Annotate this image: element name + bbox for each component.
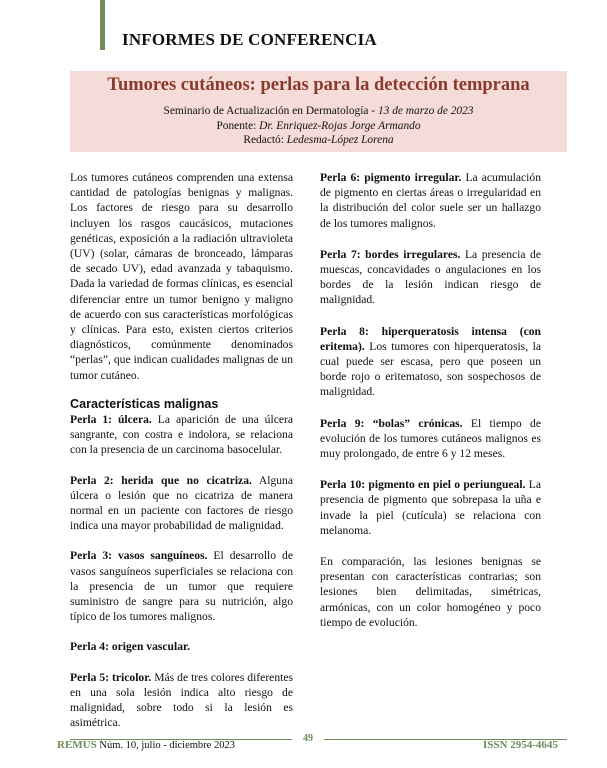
perla-paragraph [70,548,293,624]
title-box [70,71,567,152]
perla-label: Perla 1: úlcera. [70,413,152,427]
conclusion-paragraph: En comparación, las lesiones benignas se presentan con características contrarias; son lesiones bien delimitadas, simétricas, armónicas, con un color homogéneo y poco tiempo de evolución. [320,555,541,629]
perla-text: La presencia de pigmento que sobrepasa la uña e invade la piel (cutícula) se relaciona con melanoma. [320,478,541,537]
perla-paragraph [70,412,293,458]
perla-paragraph [320,324,541,400]
perla-label: Perla 7: bordes irregulares. [320,247,461,261]
subheading: Características malignas [70,396,219,411]
perla-text: La aparición de una úlcera sangrante, con costra e indolora, se relaciona con la presencia de un carcinoma basocelular. [70,413,293,457]
seminar-sep: - [368,105,378,117]
perla-label: Perla 3: vasos sanguíneos. [70,549,208,563]
footer-journal [57,739,235,751]
ponente-name: Dr. Enriquez-Rojas Jorge Armando [259,119,421,132]
perla-label: Perla 6: pigmento irregular. [320,171,462,184]
perla-text: Más de tres colores diferentes en una sola lesión indica alto riesgo de malignidad, sobre todo si la lesión es asimétrica. [70,670,293,730]
perla-paragraph [70,639,293,654]
redacto-label: Redactó: [243,134,287,147]
perla-label: Perla 5: tricolor. [70,670,152,684]
perla-label: Perla 8: hiperqueratosis intensa (con eritema). [320,324,541,353]
redacto-name: Ledesma-López Lorena [286,134,394,147]
journal-issue: Núm. 10, julio - diciembre 2023 [99,740,235,751]
perla-text: La presencia de muescas, concavidades o angulaciones en los bordes de la lesión indican riesgo de malignidad. [320,247,541,307]
seminar-name: Seminario de Actualización en Dermatología [163,105,369,117]
seminar-line [70,104,567,119]
journal-brand: REMUS [57,739,97,751]
perla-text: Los tumores con hiperqueratosis, la cual puede ser escasa, pero que poseen un borde rojo o eritematoso, son sospechosos de malignidad. [320,339,541,399]
seminar-date: 13 de marzo de 2023 [377,105,474,117]
perla-label: Perla 9: “bolas” crónicas. [320,416,463,430]
perla-paragraph [320,170,541,231]
perla-paragraph [320,247,541,308]
article-title: Tumores cutáneos: perlas para la detección temprana [107,75,530,95]
perla-paragraph [70,670,293,731]
perla-paragraph [320,416,541,462]
left-column [70,170,293,731]
perla-paragraph [320,477,541,538]
intro-paragraph: Los tumores cutáneos comprenden una extensa cantidad de patologías benignas y malignas. Los factores de riesgo para su desarrollo incluyen los rasgos caucásicos, mutaciones genéticas, exposición a la radiación ultravioleta (UV) (solar, cámaras de bronceado, lámparas de secado UV), edad avanzada y tabaquismo. Dada la variedad de formas clínicas, es esencial diferenciar entre un tumor benigno y maligno de acuerdo con sus características morfológicas y clínicas. Para esto, existen ciertos criterios diagnósticos, comúnmente denominados “perlas”, que indican cualidades malignas de un tumor cutáneo. [70,171,293,382]
perla-text: Alguna úlcera o lesión que no cicatriza de manera normal en un paciente con factores de riesgo indica una mayor probabilidad de malignidad. [70,473,293,533]
perla-text: La acumulación de pigmento en ciertas áreas o irregularidad en la distribución del color suele ser un hallazgo de los tumores malignos. [320,171,541,230]
header-accent-bar [100,0,105,50]
article-meta [70,104,567,148]
perla-label: Perla 2: herida que no cicatriza. [70,473,252,487]
perla-text: El tiempo de evolución de los tumores cutáneos malignos es muy prolongado, de entre 6 y 12 meses. [320,416,541,461]
ponente-line [70,119,567,134]
perla-label: Perla 10: pigmento en piel o periungueal. [320,478,526,492]
perla-paragraph [70,473,293,534]
perla-label: Perla 4: origen vascular. [70,640,190,654]
ponente-label: Ponente: [216,119,260,132]
perla-text: El desarrollo de vasos sanguíneos superficiales se relaciona con la presencia de un tumor que requiere suministro de sangre para su nutrición, algo típico de los tumores malignos. [70,549,293,624]
redacto-line [70,133,567,148]
page-number: 49 [292,730,324,748]
section-title: INFORMES DE CONFERENCIA [122,30,377,49]
right-column [320,170,541,630]
footer-issn: ISSN 2954-4645 [483,739,558,751]
